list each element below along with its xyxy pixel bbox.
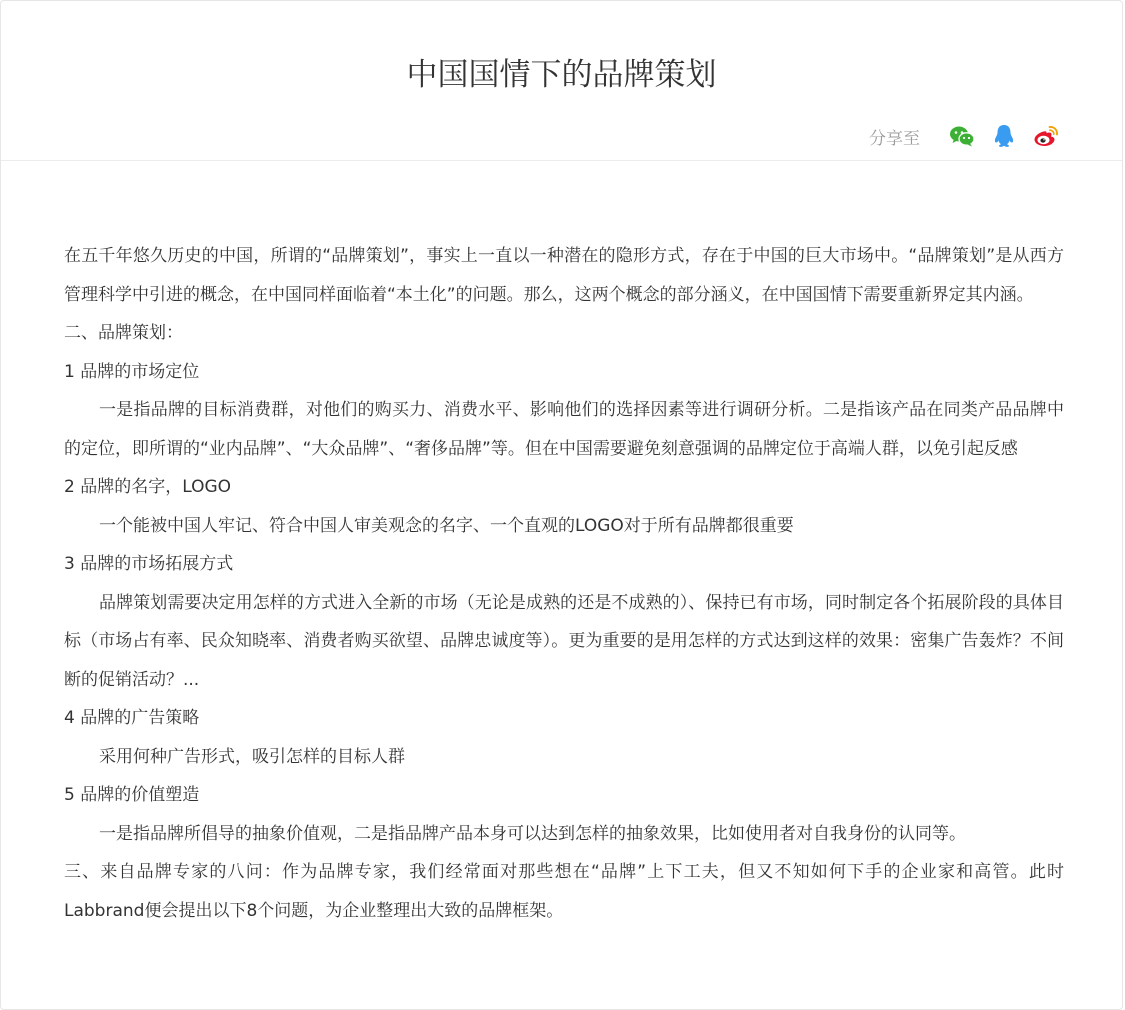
subsection-heading: 4 品牌的广告策略 — [64, 708, 200, 728]
share-bar — [869, 121, 1060, 151]
article-header — [1, 1, 1122, 161]
article-body — [64, 237, 1064, 930]
paragraph: 品牌策划需要决定用怎样的方式进入全新的市场（无论是成熟的还是不成熟的）、保持已有市场，同时制定各个拓展阶段的具体目标（市场占有率、民众知晓率、消费者购买欲望、品牌忠诚度等）。更为重要的是用怎样的方式达到这样的效果：密集广告轰炸？不间断的促销活动？... — [64, 592, 1064, 690]
subsection-heading: 2 品牌的名字，LOGO — [64, 477, 232, 497]
subsection-heading: 3 品牌的市场拓展方式 — [64, 554, 234, 574]
section-heading: 二、品牌策划： — [64, 323, 183, 343]
subsection-heading: 5 品牌的价值塑造 — [64, 785, 200, 805]
paragraph-intro: 在五千年悠久历史的中国，所谓的“品牌策划”，事实上一直以一种潜在的隐形方式，存在于中国的巨大市场中。“品牌策划”是从西方管理科学中引进的概念，在中国同样面临着“本土化”的问题。那么，这两个概念的部分涵义，在中国国情下需要重新界定其内涵。 — [64, 246, 1064, 305]
page-title: 中国国情下的品牌策划 — [406, 57, 717, 93]
paragraph: 一是指品牌的目标消费群，对他们的购买力、消费水平、影响他们的选择因素等进行调研分析。二是指该产品在同类产品品牌中的定位，即所谓的“业内品牌”、“大众品牌”、“奢侈品牌”等。但在中国需要避免刻意强调的品牌定位于高端人群，以免引起反感 — [64, 400, 1064, 459]
weibo-icon[interactable] — [1032, 122, 1060, 150]
subsection-heading: 1 品牌的市场定位 — [64, 361, 200, 382]
share-label: 分享至 — [869, 128, 920, 149]
paragraph: 一是指品牌所倡导的抽象价值观，二是指品牌产品本身可以达到怎样的抽象效果，比如使用者对自我身份的认同等。 — [99, 823, 966, 844]
section-heading: 三、来自品牌专家的八问：作为品牌专家，我们经常面对那些想在“品牌”上下工夫，但又不知如何下手的企业家和高管。此时Labbrand便会提出以下8个问题，为企业整理出大致的品牌框架。 — [64, 862, 1064, 921]
paragraph: 一个能被中国人牢记、符合中国人审美观念的名字、一个直观的LOGO对于所有品牌都很重要 — [99, 515, 794, 536]
wechat-icon[interactable] — [948, 122, 976, 150]
qq-icon[interactable] — [990, 122, 1018, 150]
paragraph: 采用何种广告形式，吸引怎样的目标人群 — [99, 746, 405, 767]
